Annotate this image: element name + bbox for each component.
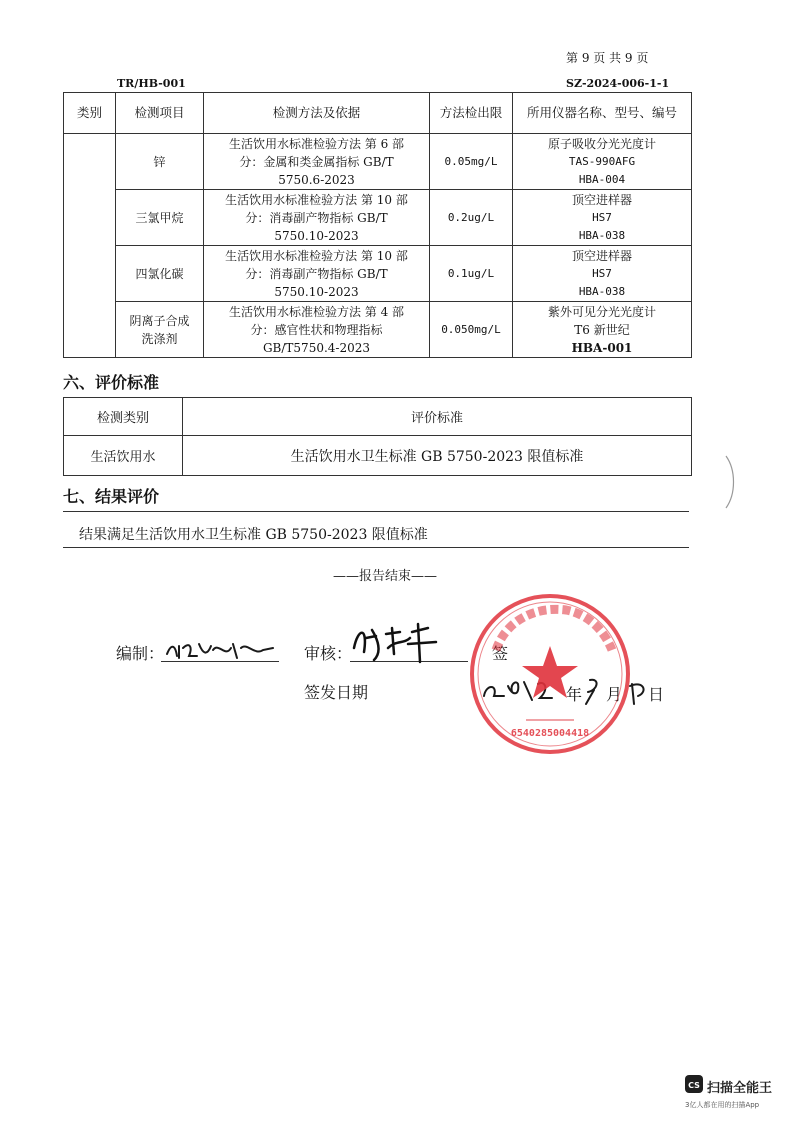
instrument-cell: 顶空进样器 HS7 HBA-038 bbox=[513, 246, 692, 302]
page-number: 第 9 页 共 9 页 bbox=[566, 51, 649, 65]
issue-label: 签 bbox=[492, 644, 509, 663]
header-item: 检测项目 bbox=[116, 93, 204, 134]
item-cell: 三氯甲烷 bbox=[116, 190, 204, 246]
compiler-signature bbox=[163, 636, 278, 664]
limit-cell: 0.2ug/L bbox=[430, 190, 513, 246]
table-row bbox=[64, 134, 692, 190]
instrument-cell: 原子吸收分光光度计 TAS-990AFG HBA-004 bbox=[513, 134, 692, 190]
report-code: SZ-2024-006-1-1 bbox=[566, 77, 670, 90]
table-row bbox=[64, 246, 692, 302]
table-row bbox=[64, 436, 692, 476]
table-row bbox=[64, 190, 692, 246]
header-instrument: 所用仪器名称、型号、编号 bbox=[513, 93, 692, 134]
app-brand-name: 扫描全能王 bbox=[707, 1081, 773, 1096]
item-cell: 四氯化碳 bbox=[116, 246, 204, 302]
method-cell: 生活饮用水标准检验方法 第 10 部 分：消毒副产物指标 GB/T 5750.10-2023 bbox=[204, 246, 430, 302]
category-cell bbox=[64, 134, 116, 358]
criteria-table bbox=[63, 397, 692, 476]
header-limit: 方法检出限 bbox=[430, 93, 513, 134]
item-cell: 阴离子合成洗涤剂 bbox=[116, 302, 204, 358]
methods-header-row bbox=[64, 93, 692, 134]
seal-number: 6540285004418 bbox=[510, 728, 590, 739]
criteria-category: 生活饮用水 bbox=[64, 436, 183, 476]
header-category: 类别 bbox=[64, 93, 116, 134]
limit-cell: 0.050mg/L bbox=[430, 302, 513, 358]
company-seal bbox=[466, 590, 634, 758]
camscanner-logo-icon bbox=[685, 1075, 703, 1093]
compile-label: 编制： bbox=[116, 644, 165, 663]
header-method: 检测方法及依据 bbox=[204, 93, 430, 134]
table-row bbox=[64, 302, 692, 358]
instrument-cell: 顶空进样器 HS7 HBA-038 bbox=[513, 190, 692, 246]
criteria-standard: 生活饮用水卫生标准 GB 5750-2023 限值标准 bbox=[183, 436, 692, 476]
section7-title: 七、结果评价 bbox=[63, 487, 160, 506]
document-code: TR/HB-001 bbox=[117, 77, 186, 90]
instrument-cell: 紫外可见分光光度计 T6 新世纪 HBA-001 bbox=[513, 302, 692, 358]
criteria-header-row bbox=[64, 398, 692, 436]
reviewer-signature bbox=[348, 618, 448, 668]
method-cell: 生活饮用水标准检验方法 第 10 部 分：消毒副产物指标 GB/T 5750.10-2023 bbox=[204, 190, 430, 246]
item-cell: 锌 bbox=[116, 134, 204, 190]
report-end-mark: ——报告结束—— bbox=[332, 569, 437, 584]
method-cell: 生活饮用水标准检验方法 第 4 部 分：感官性状和物理指标 GB/T5750.4-2023 bbox=[204, 302, 430, 358]
limit-cell: 0.1ug/L bbox=[430, 246, 513, 302]
svg-text:CS: CS bbox=[688, 1081, 700, 1090]
methods-table bbox=[63, 92, 692, 358]
result-text: 结果满足生活饮用水卫生标准 GB 5750-2023 限值标准 bbox=[79, 527, 428, 543]
criteria-header-category: 检测类别 bbox=[64, 398, 183, 436]
section6-title: 六、评价标准 bbox=[63, 373, 160, 392]
review-label: 审核： bbox=[304, 644, 353, 663]
limit-cell: 0.05mg/L bbox=[430, 134, 513, 190]
criteria-header-standard: 评价标准 bbox=[183, 398, 692, 436]
scan-edge-mark bbox=[720, 452, 740, 512]
method-cell: 生活饮用水标准检验方法 第 6 部 分：金属和类金属指标 GB/T 5750.6-2023 bbox=[204, 134, 430, 190]
issue-date-label: 签发日期 bbox=[304, 683, 369, 702]
app-brand-tagline: 3亿人都在用的扫描App bbox=[685, 1101, 760, 1109]
svg-text:月: 月 bbox=[606, 685, 623, 704]
svg-text:年: 年 bbox=[566, 685, 583, 704]
svg-text:日: 日 bbox=[648, 685, 665, 704]
